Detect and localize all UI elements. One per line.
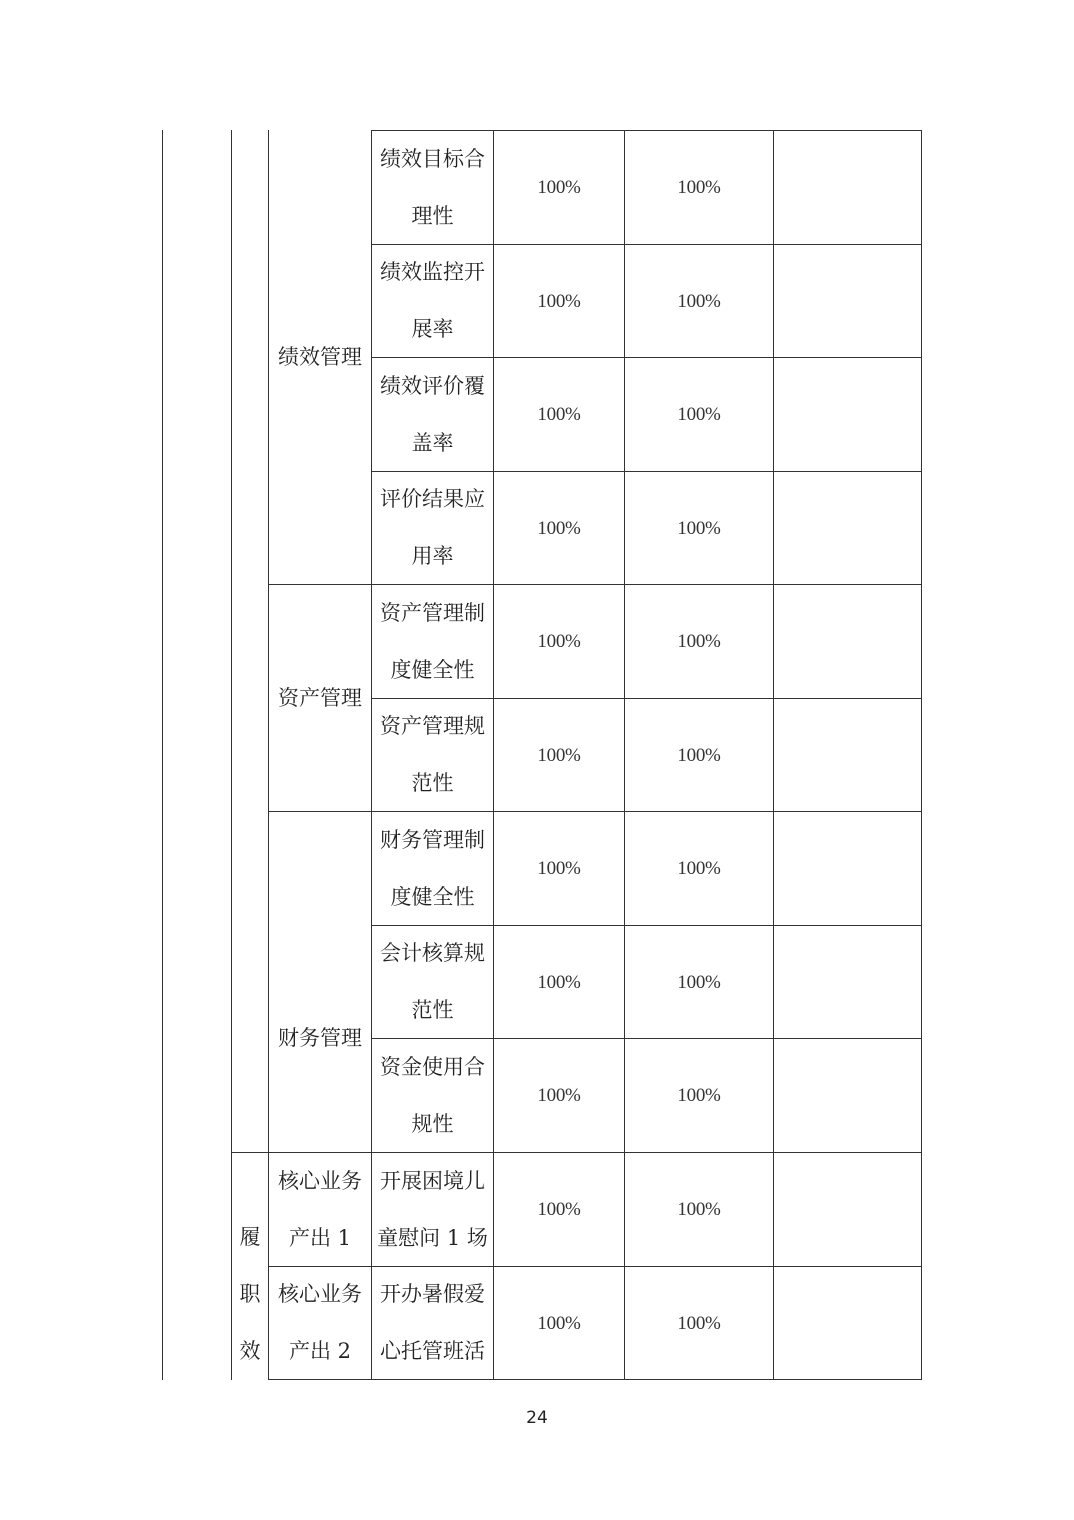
note-cell — [774, 1153, 921, 1266]
actual-value — [625, 472, 773, 584]
section-label-vertical — [232, 1209, 268, 1380]
indicator-cell — [372, 585, 493, 698]
note-cell — [774, 1039, 921, 1152]
actual-value-text: 100% — [677, 1312, 721, 1334]
output-text-line2: 产出 2 — [288, 1339, 352, 1363]
indicator-text-line1: 资产管理规 — [380, 714, 485, 738]
target-value — [494, 358, 624, 471]
actual-value — [625, 926, 773, 1038]
indicator-text-line1: 资产管理制 — [380, 600, 485, 625]
indicator-text-line1: 会计核算规 — [380, 941, 485, 965]
actual-value-text: 100% — [677, 744, 721, 766]
note-cell — [774, 358, 921, 471]
indicator-cell — [372, 245, 493, 357]
section-label-char: 履 — [239, 1225, 261, 1249]
target-value — [494, 245, 624, 357]
target-value — [494, 1267, 624, 1379]
actual-value-text: 100% — [677, 517, 721, 539]
target-value-text: 100% — [537, 404, 581, 425]
table-bottom-border — [268, 1379, 922, 1380]
target-value-text: 100% — [537, 858, 581, 879]
output-text-line1: 核心业务 — [278, 1168, 362, 1193]
actual-value — [625, 1267, 773, 1379]
indicator-text-line2: 范性 — [411, 771, 454, 795]
table-border-outer-left — [162, 130, 163, 1380]
target-value-text: 100% — [537, 1312, 581, 1334]
indicator-text-line1: 资金使用合 — [380, 1054, 485, 1079]
indicator-text-line2: 童慰问 1 场 — [377, 1225, 488, 1250]
target-value-text: 100% — [537, 1085, 581, 1106]
indicator-text-line1: 评价结果应 — [380, 487, 485, 511]
actual-value — [625, 699, 773, 811]
target-value-text: 100% — [537, 631, 581, 652]
page-number: 24 — [526, 1408, 548, 1428]
section-label-char: 职 — [239, 1282, 261, 1306]
output-cell — [269, 1267, 371, 1379]
actual-value-text: 100% — [677, 290, 721, 312]
target-value-text: 100% — [537, 290, 581, 312]
actual-value — [625, 358, 773, 471]
indicator-text-line2: 展率 — [411, 317, 454, 341]
target-value-text: 100% — [537, 744, 581, 766]
target-value-text: 100% — [537, 1199, 581, 1220]
actual-value — [625, 131, 773, 244]
note-cell — [774, 245, 921, 357]
note-cell — [774, 926, 921, 1038]
group-label-asset-management — [269, 585, 371, 811]
actual-value — [625, 1039, 773, 1152]
output-cell — [269, 1153, 371, 1266]
table-border-inner-left — [231, 130, 232, 1380]
indicator-cell — [372, 1039, 493, 1152]
target-value-text: 100% — [537, 517, 581, 539]
actual-value — [625, 585, 773, 698]
indicator-text-line1: 绩效监控开 — [380, 260, 485, 284]
actual-value-text: 100% — [677, 971, 721, 993]
target-value — [494, 1153, 624, 1266]
output-text-line1: 核心业务 — [278, 1282, 362, 1306]
indicator-cell — [372, 472, 493, 584]
table-border-right — [921, 130, 922, 1380]
indicator-cell — [372, 699, 493, 811]
indicator-text-line1: 绩效评价覆 — [380, 373, 485, 398]
indicator-cell — [372, 926, 493, 1038]
actual-value-text: 100% — [677, 858, 721, 879]
note-cell — [774, 131, 921, 244]
group-label-financial-management — [269, 812, 371, 1152]
note-cell — [774, 1267, 921, 1379]
section-label-char: 效 — [239, 1339, 261, 1363]
note-cell — [774, 699, 921, 811]
actual-value-text: 100% — [677, 404, 721, 425]
target-value — [494, 812, 624, 925]
actual-value — [625, 812, 773, 925]
target-value-text: 100% — [537, 177, 581, 198]
indicator-text-line2: 用率 — [411, 544, 454, 568]
actual-value-text: 100% — [677, 1199, 721, 1220]
output-text-line2: 产出 1 — [288, 1225, 352, 1250]
target-value — [494, 472, 624, 584]
indicator-text-line2: 盖率 — [411, 430, 454, 455]
indicator-text-line2: 度健全性 — [390, 657, 475, 682]
note-cell — [774, 585, 921, 698]
group-label-text: 财务管理 — [278, 1025, 362, 1050]
actual-value-text: 100% — [677, 631, 721, 652]
indicator-cell — [372, 1153, 493, 1266]
indicator-text-line1: 开展困境儿 — [380, 1168, 485, 1193]
target-value-text: 100% — [537, 971, 581, 993]
actual-value — [625, 245, 773, 357]
target-value — [494, 1039, 624, 1152]
indicator-cell — [372, 131, 493, 244]
note-cell — [774, 812, 921, 925]
group-label-text: 资产管理 — [278, 685, 362, 710]
indicator-text-line2: 理性 — [411, 203, 454, 228]
indicator-cell — [372, 358, 493, 471]
indicator-cell — [372, 1267, 493, 1379]
indicator-text-line2: 规性 — [411, 1111, 454, 1136]
target-value — [494, 585, 624, 698]
target-value — [494, 699, 624, 811]
actual-value-text: 100% — [677, 177, 721, 198]
actual-value — [625, 1153, 773, 1266]
group-label-text: 绩效管理 — [278, 345, 362, 369]
indicator-text-line2: 范性 — [411, 998, 454, 1022]
indicator-text-line1: 财务管理制 — [380, 827, 485, 852]
indicator-text-line1: 开办暑假爱 — [380, 1282, 485, 1306]
indicator-text-line2: 心托管班活 — [380, 1339, 485, 1363]
group-label-performance-management — [269, 131, 371, 584]
actual-value-text: 100% — [677, 1085, 721, 1106]
indicator-text-line2: 度健全性 — [390, 884, 475, 909]
target-value — [494, 131, 624, 244]
indicator-cell — [372, 812, 493, 925]
indicator-text-line1: 绩效目标合 — [380, 146, 485, 171]
note-cell — [774, 472, 921, 584]
target-value — [494, 926, 624, 1038]
